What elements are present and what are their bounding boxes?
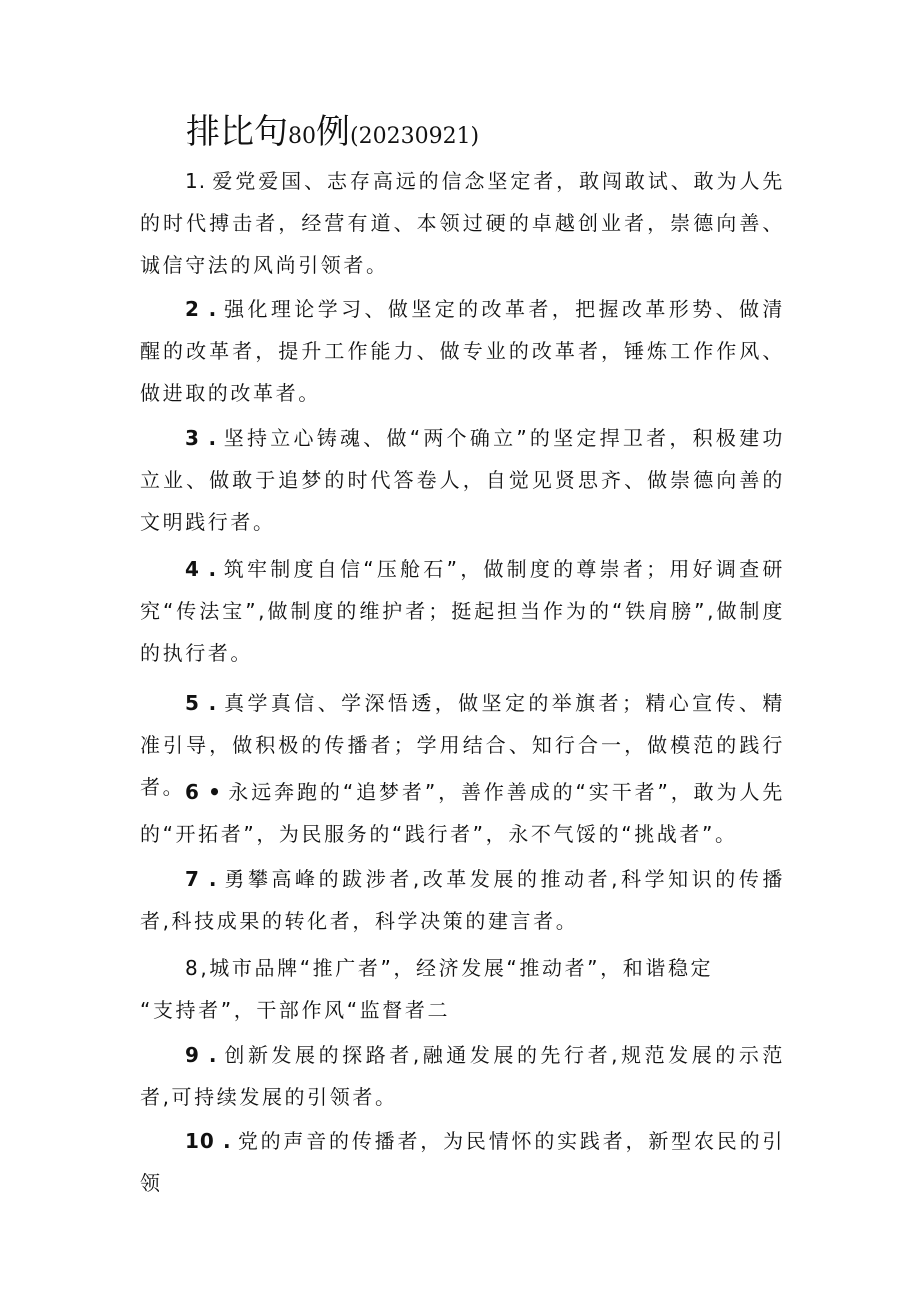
item-number: 7 . xyxy=(185,867,218,891)
item-text: 党的声音的传播者，为民情怀的实践者，新型农民的引领 xyxy=(140,1129,785,1195)
item-line-1 xyxy=(140,947,800,989)
item-text: 城市品牌“推广者”，经济发展“推动者”，和谐稳定 xyxy=(209,956,714,980)
item-line-2: “支持者”，干部作风“监督者二 xyxy=(140,998,451,1022)
list-item-7 xyxy=(140,858,785,942)
item-number: 1. xyxy=(185,169,207,193)
title-date: (20230921) xyxy=(350,124,480,149)
list-item-3 xyxy=(140,417,785,543)
title-number: 80 xyxy=(288,124,316,149)
page-title xyxy=(186,108,479,161)
item-text: 永远奔跑的“追梦者”，善作善成的“实干者”，敢为人先的“开拓者”，为民服务的“践行者”，永不气馁的“挑战者”。 xyxy=(140,780,786,846)
item-number: 9 . xyxy=(185,1043,218,1067)
list-item-4 xyxy=(140,548,785,674)
list-item-9 xyxy=(140,1034,785,1118)
list-item-1 xyxy=(140,160,785,286)
item-number: 5 . xyxy=(185,691,218,715)
item-text: 强化理论学习、做坚定的改革者，把握改革形势、做清醒的改革者，提升工作能力、做专业的改革者，锤炼工作作风、做进取的改革者。 xyxy=(140,297,785,405)
title-main: 排比句 xyxy=(186,112,288,152)
item-text: 勇攀高峰的跋涉者,改革发展的推动者,科学知识的传播者,科技成果的转化者，科学决策的建言者。 xyxy=(140,867,785,933)
item-text: 真学真信、学深悟透，做坚定的举旗者；精心宣传、精准引导，做积极的传播者；学用结合、知行合一，做模范的践行者。 xyxy=(140,691,785,799)
item-number: 2 . xyxy=(185,297,218,321)
list-item-2 xyxy=(140,288,785,414)
item-number: 4 . xyxy=(185,557,218,581)
item-text: 创新发展的探路者,融通发展的先行者,规范发展的示范者,可持续发展的引领者。 xyxy=(140,1043,785,1109)
item-number: 8, xyxy=(185,956,210,980)
list-item-6 xyxy=(140,771,785,855)
item-text: 坚持立心铸魂、做“两个确立”的坚定捍卫者，积极建功立业、做敢于追梦的时代答卷人，自觉见贤思齐、做崇德向善的文明践行者。 xyxy=(140,426,785,534)
item-number: 10 . xyxy=(185,1129,232,1153)
item-number: 6 • xyxy=(185,780,222,804)
list-item-10 xyxy=(140,1120,785,1204)
item-text: 筑牢制度自信“压舱石”，做制度的尊崇者；用好调查研究“传法宝”,做制度的维护者；挺起担当作为的“铁肩膀”,做制度的执行者。 xyxy=(140,557,785,665)
item-number: 3 . xyxy=(185,426,218,450)
title-mid: 例 xyxy=(316,112,350,152)
list-item-8 xyxy=(140,947,800,1031)
item-text: 爱党爱国、志存高远的信念坚定者，敢闯敢试、敢为人先的时代搏击者，经营有道、本领过硬的卓越创业者，崇德向善、诚信守法的风尚引领者。 xyxy=(140,169,785,277)
